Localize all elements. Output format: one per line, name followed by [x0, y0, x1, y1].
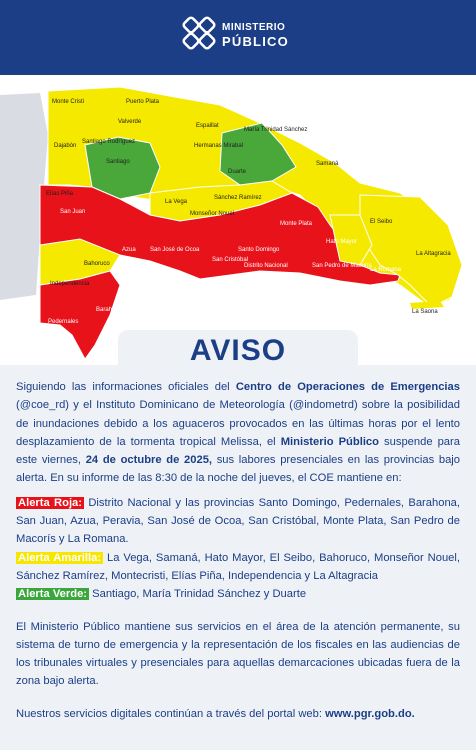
map-label: San José de Ocoa [150, 247, 200, 253]
map-label: San Pedro de Macorís [312, 263, 372, 269]
map-label: Puerto Plata [126, 99, 160, 105]
text: Nuestros servicios digitales continúan a través del portal web: [16, 707, 326, 720]
notice-body [16, 378, 460, 734]
map-label: Samaná [316, 161, 339, 167]
map-label: San Cristóbal [212, 257, 249, 263]
alert-green-label: Alerta Verde: [18, 588, 88, 601]
map-label: El Seibo [370, 219, 393, 225]
alert-list [16, 494, 460, 604]
map-label: Peravia [200, 283, 221, 289]
map-label: La Saona [412, 309, 438, 315]
alert-map [0, 75, 476, 365]
notice-paragraph-3 [16, 705, 460, 723]
map-label: Monte Plata [280, 221, 313, 227]
alert-yellow-label: Alerta Amarilla: [18, 551, 102, 564]
header-bar [0, 0, 476, 75]
notice-title: AVISO [189, 334, 287, 367]
map-label: Santo Domingo [238, 247, 280, 253]
logo-text-publico: PÚBLICO [222, 34, 289, 49]
map-label: San Juan [60, 209, 86, 215]
map-label: Barahona [96, 307, 123, 313]
map-label: La Altagracia [416, 251, 451, 257]
map-label: Duarte [228, 169, 247, 175]
alert-yellow-text: La Vega, Samaná, Hato Mayor, El Seibo, Bahoruco, Monseñor Nouel, Sánchez Ramírez, Montecristi, Elías Piña, Independencia y La Altagracia [16, 551, 461, 582]
map-label: Valverde [118, 119, 142, 125]
alert-yellow [16, 549, 460, 586]
map-label: Monte Cristi [52, 99, 85, 105]
alert-green [16, 585, 460, 603]
alert-green-text: Santiago, María Trinidad Sánchez y Duarte [89, 588, 307, 601]
map-label: Monseñor Nouel [190, 211, 235, 217]
map-label: La Romana [370, 267, 402, 273]
map-label: Hermanas Mirabal [194, 143, 244, 149]
map-label: Espaillat [196, 123, 219, 129]
logo-text-ministerio: MINISTERIO [222, 22, 286, 33]
map-label: Azua [122, 247, 136, 253]
alert-red-label: Alerta Roja: [18, 496, 83, 509]
ministerio-name: Ministerio Público [280, 435, 379, 448]
text: sus labores presenciales en las provincias bajo alerta. En su informe de las 8:30 de la noche del jueves, el COE mantiene en: [16, 454, 461, 485]
notice-paragraph-2: El Ministerio Público mantiene sus servicios en el área de la atención permanente, su sistema de turno de emergencia y la representación de los fiscales en las audiencias de los tribunales virtuales y presenciales para aquellas demarcaciones ubicadas fuera de la zona bajo alerta. [16, 620, 460, 688]
date: 24 de octubre de 2025, [85, 454, 213, 467]
map-label: Hato Mayor [326, 239, 358, 245]
text: Siguiendo las informaciones oficiales del [16, 381, 236, 393]
map-label: Independencia [50, 281, 90, 287]
text: (@coe_rd) y el Instituto Dominicano de Meteorología (@indometrd) sobre la posibilidad de inundaciones debido a los aguaceros provocados en las últimas horas por el lento desplazamiento de la tormenta tropical Melissa, el [16, 399, 460, 448]
map-label: Bahoruco [84, 261, 110, 267]
map-label: Elías Piña [46, 191, 74, 197]
ministerio-publico-logo [182, 14, 302, 62]
map-label: Pedernales [48, 319, 79, 325]
map-label: María Trinidad Sánchez [244, 127, 308, 133]
map-label: Dajabón [54, 143, 77, 149]
alert-red [16, 494, 460, 549]
map-label: Santiago [106, 159, 130, 165]
map-label: Santiago Rodríguez [82, 139, 136, 145]
portal-link[interactable]: www.pgr.gob.do. [325, 707, 415, 720]
map-label: Sánchez Ramírez [214, 195, 262, 201]
alert-red-text: Distrito Nacional y las provincias Santo Domingo, Pedernales, Barahona, San Juan, Azua, Peravia, San José de Ocoa, San Cristóbal, Monte Plata, San Pedro de Macorís y La Romana. [16, 496, 460, 546]
coe-name: Centro de Operaciones de Emergencias [235, 381, 460, 393]
logo-icon [182, 16, 216, 50]
province-map-svg [0, 75, 476, 365]
text: suspende para este viernes, [16, 435, 460, 467]
notice-paragraph-1 [16, 378, 460, 488]
map-label: Distrito Nacional [244, 263, 288, 269]
map-label: La Vega [165, 199, 188, 205]
